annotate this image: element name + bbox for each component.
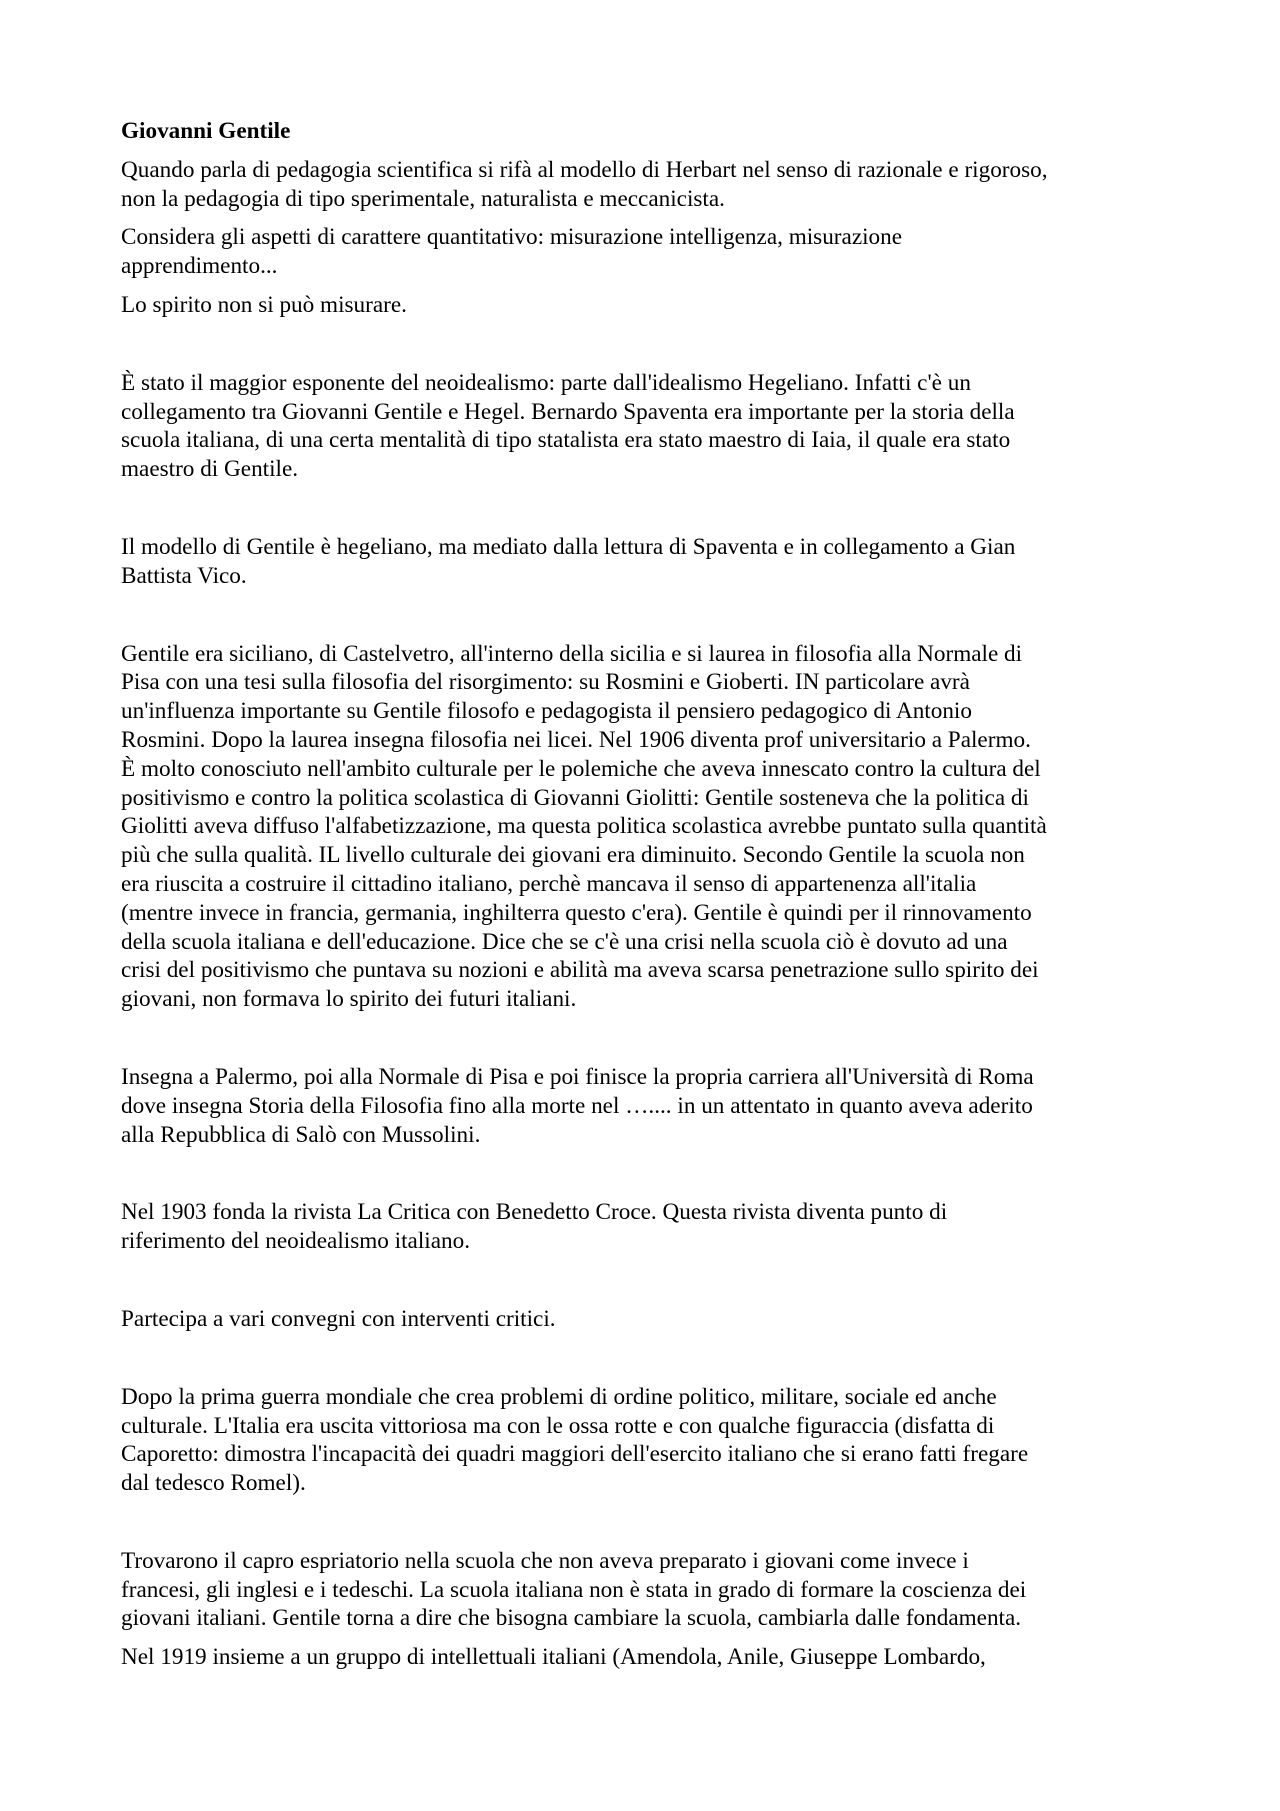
paragraph-prima-guerra: Dopo la prima guerra mondiale che crea problemi di ordine politico, militare, sociale ed anche culturale. L'Italia era uscita vittoriosa ma con le ossa rotte e con qualche figuraccia (disfatta di Caporetto: dimostra l'incapacità dei quadri maggiori dell'esercito italiano che si erano fatti fregare dal tedesco Romel). bbox=[121, 1383, 1029, 1497]
paragraph-pedagogia-scientifica: Quando parla di pedagogia scientifica si rifà al modello di Herbart nel senso di razionale e rigoroso, non la pedagogia di tipo sperimentale, naturalista e meccanicista. bbox=[121, 156, 1048, 212]
paragraph-aspetti-quantitativi: Considera gli aspetti di carattere quantitativo: misurazione intelligenza, misurazione apprendimento... bbox=[121, 224, 903, 280]
paragraph-neoidealismo: È stato il maggior esponente del neoidealismo: parte dall'idealismo Hegeliano. Infatti c'è un collegamento tra Giovanni Gentile e Hegel. Bernardo Spaventa era importante per la storia della scuola italiana, di una certa mentalità di tipo statalista era stato maestro di Iaia, il quale era stato maestro di Gentile. bbox=[121, 369, 1015, 483]
document-body bbox=[121, 117, 1166, 1672]
paragraph-1919: Nel 1919 insieme a un gruppo di intellettuali italiani (Amendola, Anile, Giuseppe Lombardo, bbox=[121, 1644, 986, 1671]
paragraph-convegni: Partecipa a vari convegni con interventi critici. bbox=[121, 1305, 556, 1332]
paragraph-capro-espiatorio: Trovarono il capro espriatorio nella scuola che non aveva preparato i giovani come invece i francesi, gli inglesi e i tedeschi. La scuola italiana non è stata in grado di formare la coscienza dei giovani italiani. Gentile torna a dire che bisogna cambiare la scuola, cambiarla dalle fondamenta. bbox=[121, 1547, 1027, 1632]
paragraph-spirito: Lo spirito non si può misurare. bbox=[121, 291, 407, 318]
paragraph-biografia: Gentile era siciliano, di Castelvetro, all'interno della sicilia e si laurea in filosofia alla Normale di Pisa con una tesi sulla filosofia del risorgimento: su Rosmini e Gioberti. IN particolare avrà un'influenza importante su Gentile filosofo e pedagogista il pensiero pedagogico di Antonio Rosmini. Dopo la laurea insegna filosofia nei licei. Nel 1906 diventa prof universitario a Palermo. È molto conosciuto nell'ambito culturale per le polemiche che aveva innescato contro la cultura del positivismo e contro la politica scolastica di Giovanni Giolitti: Gentile sosteneva che la politica di Giolitti aveva diffuso l'alfabetizzazione, ma questa politica scolastica avrebbe puntato sulla quantità più che sulla qualità. IL livello culturale dei giovani era diminuito. Secondo Gentile la scuola non era riuscita a costruire il cittadino italiano, perchè mancava il senso di appartenenza all'italia (mentre invece in francia, germania, inghilterra questo c'era). Gentile è quindi per il rinnovamento della scuola italiana e dell'educazione. Dice che se c'è una crisi nella scuola ciò è dovuto ad una crisi del positivismo che puntava su nozioni e abilità ma aveva scarsa penetrazione sullo spirito dei giovani, non formava lo spirito dei futuri italiani. bbox=[121, 640, 1047, 1013]
paragraph-modello-hegeliano: Il modello di Gentile è hegeliano, ma mediato dalla lettura di Spaventa e in collegamento a Gian Battista Vico. bbox=[121, 533, 1016, 589]
document-title: Giovanni Gentile bbox=[121, 118, 291, 144]
paragraph-la-critica: Nel 1903 fonda la rivista La Critica con Benedetto Croce. Questa rivista diventa punto di riferimento del neoidealismo italiano. bbox=[121, 1199, 948, 1255]
paragraph-carriera: Insegna a Palermo, poi alla Normale di Pisa e poi finisce la propria carriera all'Università di Roma dove insegna Storia della Filosofia fino alla morte nel ….... in un attentato in quanto aveva aderito alla Repubblica di Salò con Mussolini. bbox=[121, 1063, 1034, 1148]
